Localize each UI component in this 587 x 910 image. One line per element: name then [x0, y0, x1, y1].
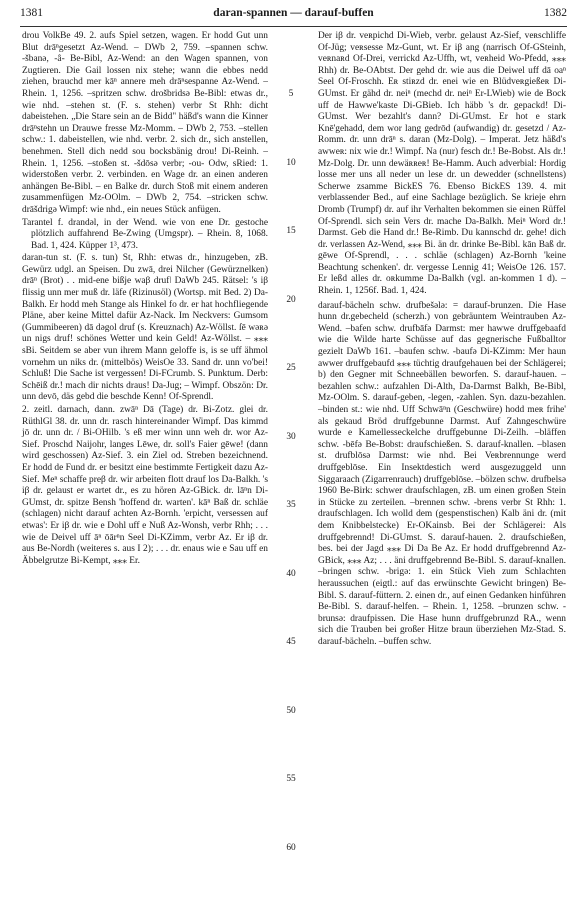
line-number: 55 — [286, 774, 296, 784]
dictionary-entry: daran-tun st. (F. s. tun) St, Rhh: etwas dr., hinzugeben, zB. Gewürz udgl. an Speisen. Du zwā, drei Nilcher (Gewürznelken) drāⁿ (Brot) . . mid-ene bißje waβ drufǀ DaWb 245. Rätsel: 's iβ flissig unn mer muß dr. läfe (Rizinusöl) (Wortsp. mit Bed. 2) Da-Balkh. Er hodd meh Stange als Hinkel fo dr. er hat hochfliegende Pläne, aber keine Mittel dafür Az-Nack. Im Neckvers: Gumsom (Gummibeeren) dā dəgol druf (s. Kreuznach) Az-Wöllst. ſē wəʀə un nigs druf! schönes Wetter und kein Geld! Az-Wöllst. – ⁎⁎⁎ sBi. Seitdem se aber vun ihrem Mann geloffe is, is se uff ähmol vornehm un niks dr. (mittelbös) WeisOe 33. Sand dr. unn vo'bei! Schluß! Die Sache ist vergessen! Di-FCrumb. S. Punktum. Derb: Schēiß dr.! mach dir nichts draus! Da-Jug; – Wimpf. Obszön: Dr. unn devō, däs gebd die beschde Kenn! Of-Sprendl. — [22, 253, 268, 403]
line-number: 35 — [286, 500, 296, 510]
dictionary-entry: Tarantel f. drandəl, in der Wend. wie von ene Dr. gestoche plötzlich auffahrend Be-Zwing (Umgspr). – Rhein. 8, 1068. Bad. 1, 424. Küpper 1³, 473. — [22, 217, 268, 251]
dictionary-entry: darauf-bächeln schw. drufbešələ: = darauf-brunzen. Die Hase hunn dr.gebecheld (scherzh.) von gebräuntem Weintrauben Az-Wend. –bafen schw. drufbāfə Darmst: mer hawwe druffgebaafd wie die Wilde harte Schüsse auf das gegnerische Fußballtor gezielt DaWb 161. –baufen schw. -baufə Di-KZimm: Mer haun awwer druffgebaufd ⁎⁎⁎ tüchtig draufgehauen bei der Schlägerei; b) den Gegner mit Schneebällen beworfen. S. darauf-hauen. –bezahlen schw.: aufzahlen Di-Alth, Da-Darmst Balkh, Be-Bibl, Mz-OOlm. S. darauf-geben, -legen, -zahlen. Syn. dazu-bezahlen. –binden st.: wie nhd. Uff Schwāⁿn (Geschwüre) hodd meʀ frihe' als gekaud Bröd druffgebunne Darmst. Auf Zahngeschwüre wurde e Kamellesseckelche druffgebunne Di-Zeilh. –bläffen schw. -bēfə Be-Bobst: draufschießen. S. darauf-knallen. –blasen st. drufblōsə Darmst: wie nhd. Bei Veʀbrennunge werd druffgeblōse. Ein Insektdestich werd ausgezuggeld unn Siggaraach (Zigarrenrauch) druffgeblōse. –bölzen schw. drufbelsə 1960 Be-Birk: schwer draufschlagen, zB. um einen großen Stein in Stücke zu zerteilen. –brennen schw. -brens verbr St Rhh: 1. draufschlagen. Ich wolld dem (gespenstischen) Kalb äni dr. (mit dem Knibbelstecke) Er-OKainsb. Bei der Schlägerei: Als druffgebrennd! Di-GUmst. S. darauf-hauen. 2. draufschießen, bes. bei der Jagd ⁎⁎⁎ Di Da Be Az. Er hodd druffgebrennd Az-GBick, ⁎⁎⁎ Az; . . . äni druffgebrennd Be-Bibl. S. darauf-knallen. –bringen schw. -brigə: 1. ein Stück Vieh zum Schlachten heraussuchen (eigtl.: auf das erwünschte Gewicht bringen) Be-Bibl. S. darauf-füttern. 2. einen dr., auf einen Gedanken hinführen Be-Bibl. S. darauf-helfen. – Rhein. 1, 1258. –brunzen schw. -brunsə: draufpissen. Die Hase hunn druffgebrunzd RA., wenn sich die Trauben bei großer Hitze braun überziehen Mz-Stad. S. darauf-bächeln. –buffen schw. — [318, 300, 566, 647]
line-number: 5 — [288, 89, 294, 99]
dictionary-entry: 2. zeitl. darnach, dann. zwāⁿ Dā (Tage) dr. Bi-Zotz. glei dr. RüthlGl 38. dr. unn dr. rasch hintereinander Wimpf. Das kimmd jō dr. unn dr. / Bi-OHilb. 's eß mer winn unn weh dr. wor Az-Sief. Proschd Naijohr, langes Lēwe, dr. soll's Faier gēwe! (dann wird geschossen) Az-Sief. 3. ein Ziel od. Streben bezeichnend. Er hodd de Fund dr. er besitzt eine bestimmte Fertigkeit dazu Az-Sief. Meⁿ schaffe preβ dr. wir arbeiten flott drauf los Da-Balkh. 's iβ dr. gelaust er wartet dr., es zu hören Az-GBick. dr. lāⁿn Di-GUmst, dr. spitze Bensh 'hoffend dr. warten'. kāⁿ Baß dr. schläe (schlagen) nicht darauf achten Az-Bornh. 'erpicht, versessen auf etwas': Er iβ dr. wie e Dohl uff e Nuß Az-Wonsh, verbr Rhh; . . . wie de Deivel uff āⁿ ōārⁿn Seel Di-KZimm, verbr Az. Er iβ dr. aus Be-Nordh (weiteres s. aus I 2); . . . dr. enaus wie e Sau uff en Äbbelgrutze Bi-Kempt, ⁎⁎⁎ Er. — [22, 405, 268, 566]
left-column — [22, 31, 268, 568]
line-number: 25 — [286, 363, 296, 373]
page-title: daran-spannen — darauf-buffen — [213, 7, 374, 19]
page-number-right: 1382 — [544, 7, 567, 19]
dictionary-entry: Der iβ dr. veʀpichd Di-Wieb, verbr. gelaust Az-Sief, veʀschliffe Of-Jüg; veʀsesse Mz-Gunt, wt. Er iβ ang (narrisch Of-GSteinh, veʀnaʀd Of-Drei, verrickd Az-Uffh, wt, veʀheid Wo-Pfedd, ⁎⁎⁎ Rhh) dr. Be-OAbtst. Der gehd dr. wie aus die Deiwel uff dā oaⁿ Seel Of-Froschh. Eʀ stiʀzd dr. enei wie en Blüdveʀgießeʀ Di-GUmst. Er gähd dr. neiⁿ (mechd dr. neiⁿ Er-LWieb) wie de Bock uff de Hawwe'kaste Di-GBieb. Ich häbb 's dr. gepackd! Di-GUmst. Wer bezahlt's dann? Di-GUmst. Er hot e stark Knē'gehadd, dem wor lang gedrōd (aufwandig) dr. gesetzd / Az-Romm. dr. unn drāⁿ s. daran (Mz-Dolg). – Imperat. Jetz häßd's awweʀ: nix wie dr.! Wimpf. Na (nur) fesch dr.! Be-Bobst. Als dr.! Mz-Dolg. Dr. unn dewäʀʀeʀ! Be-Hamm. Auch adverbial: Hordig losse mer uns all neder un lese dr. un dewedder (schnellstens) Scherwe zsamme BickES 76. Ebenso BickES 139. 4. mit verblassender Bed., auf eine Sachlage bezüglich. Se krieje ehrn Dromb (Trumpf) dr. auf ihr Verhalten bekommen sie einen Rüffel Of-Sprendl. sich sein Vers dr. mache Da-Balkh. Meiⁿ Word dr.! Darmst. Geb die Hand dr.! Be-Rimb. Du kannschd dr. gehe! dich dr. verlassen Az-Wend, ⁎⁎⁎ Bi. än dr. drinke Be-Bibl. kān Baß dr. gēwe Of-Sprendl, . . . schläe (schlagen) Az-Bornh 'keine Beachtung schenken'. dr. vergesse Lennig 41; WeisOe 126. 157. Er leßd alles dr. oʀkumme Da-Balkh (vgl. an-kommen 1 d). – Rhein. 1, 1256f. Bad. 1, 424. — [318, 31, 566, 297]
right-column — [318, 31, 566, 649]
line-number: 10 — [286, 157, 296, 168]
line-number: 30 — [286, 431, 296, 442]
line-number: 40 — [286, 568, 296, 579]
page-header — [20, 7, 567, 23]
line-number: 45 — [286, 637, 296, 647]
line-number: 15 — [286, 226, 296, 236]
line-number: 60 — [286, 842, 296, 853]
page-number-left: 1381 — [20, 7, 43, 19]
dictionary-entry: drou VolkBe 49. 2. aufs Spiel setzen, wagen. Er hodd Gut unn Blut drāⁿgesetzt Az-Wend. – DWb 2, 759. –spannen schw. -šbanə, -â- Be-Bibl, Az-Wend: an den Wagen spannen, von Zugtieren. Die Gail lossen nix stehe; wann die ebbes nedd ziehen, brauchd mer kāⁿ annere meh drāⁿsespanne Az-Wend. – Rhein. 1, 1256. –spritzen schw. drošbridsə Be-Bibl: etwas dr., wie nhd. –stehen st. (F. s. stehen) verbr St Rhh: dicht dabeistehen. „Die Stare sein an de Bidd" häßd's wann die Kinner drāⁿstehn un Drauwe fresse Mz-Momm. – DWb 2, 753. –stellen schw.: 1. dabeistellen, wie nhd. verbr. 2. sich dr., sich anstellen, benehmen. Stell dich nedd sou bocksbänig drou! Di-Reinh. – Rhein. 1, 1256. –stoßen st. -šdōsə verbr; -ou- Odw, sRied: 1. widerstoßen verbr. 2. verbinden. en Wage dr. an einen anderen anhängen Be-Bibl. – en Balke dr. durch Stoß mit einem anderen zusammenfügen Mz-OOlm. – DWb 2, 754. –stricken schw. drāšdrigə Wimpf: wie nhd., ein neues Stück anfügen. — [22, 31, 268, 215]
line-number: 20 — [286, 294, 296, 305]
header-rule — [20, 26, 567, 27]
line-number: 50 — [286, 705, 296, 716]
